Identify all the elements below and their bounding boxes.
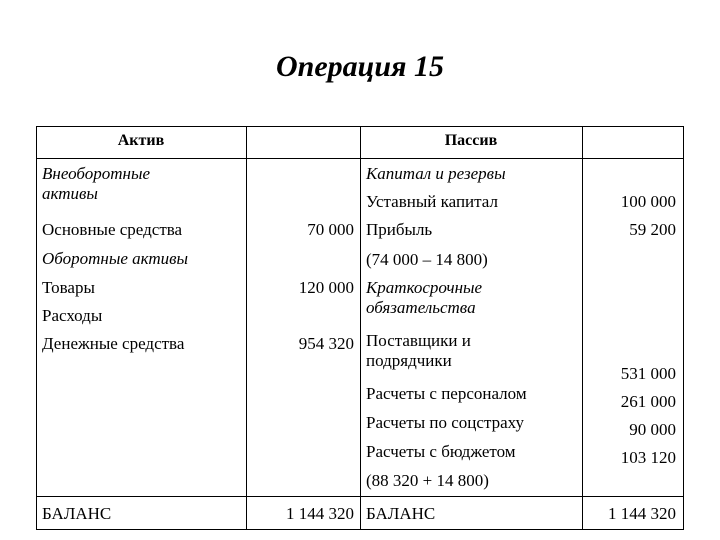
personnel-value: 261 000 (620, 392, 676, 411)
passive-balance-label: БАЛАНС (366, 504, 436, 523)
active-noncurrent-label: Внеоборотные (42, 164, 151, 183)
active-header: Актив (117, 132, 165, 149)
social-insurance-value: 90 000 (629, 420, 676, 439)
column-divider (246, 126, 247, 530)
charter-capital-label: Уставный капитал (366, 192, 498, 211)
profit-label: Прибыль (366, 220, 433, 239)
active-noncurrent-label: активы (42, 184, 98, 203)
goods-label: Товары (42, 278, 95, 297)
capital-label: Капитал и резервы (366, 164, 506, 183)
personnel-label: Расчеты с персоналом (366, 384, 527, 403)
active-balance-label: БАЛАНС (42, 504, 112, 523)
expenses-label: Расходы (42, 306, 103, 325)
passive-header: Пассив (444, 132, 498, 149)
active-balance-value: 1 144 320 (286, 504, 354, 523)
passive-balance-value: 1 144 320 (608, 504, 676, 523)
cash-value: 954 320 (298, 334, 354, 353)
fixed-assets-value: 70 000 (307, 220, 354, 239)
fixed-assets-label: Основные средства (42, 220, 183, 239)
profit-value: 59 200 (629, 220, 676, 239)
suppliers-label: подрядчики (366, 351, 452, 370)
profit-calc: (74 000 – 14 800) (366, 250, 488, 269)
short-term-label: обязательства (366, 298, 476, 317)
goods-value: 120 000 (298, 278, 354, 297)
suppliers-value: 531 000 (620, 364, 676, 383)
budget-label: Расчеты с бюджетом (366, 442, 516, 461)
cash-label: Денежные средства (42, 334, 185, 353)
suppliers-label: Поставщики и (366, 331, 471, 350)
social-insurance-label: Расчеты по соцстраху (366, 413, 524, 432)
column-divider (582, 126, 583, 530)
charter-capital-value: 100 000 (620, 192, 676, 211)
budget-calc: (88 320 + 14 800) (366, 471, 489, 490)
current-assets-label: Оборотные активы (42, 249, 189, 268)
page-title: Операция 15 (276, 50, 444, 83)
balance-table (36, 126, 684, 530)
column-divider (360, 126, 361, 530)
short-term-label: Краткосрочные (366, 278, 483, 297)
budget-value: 103 120 (620, 448, 676, 467)
